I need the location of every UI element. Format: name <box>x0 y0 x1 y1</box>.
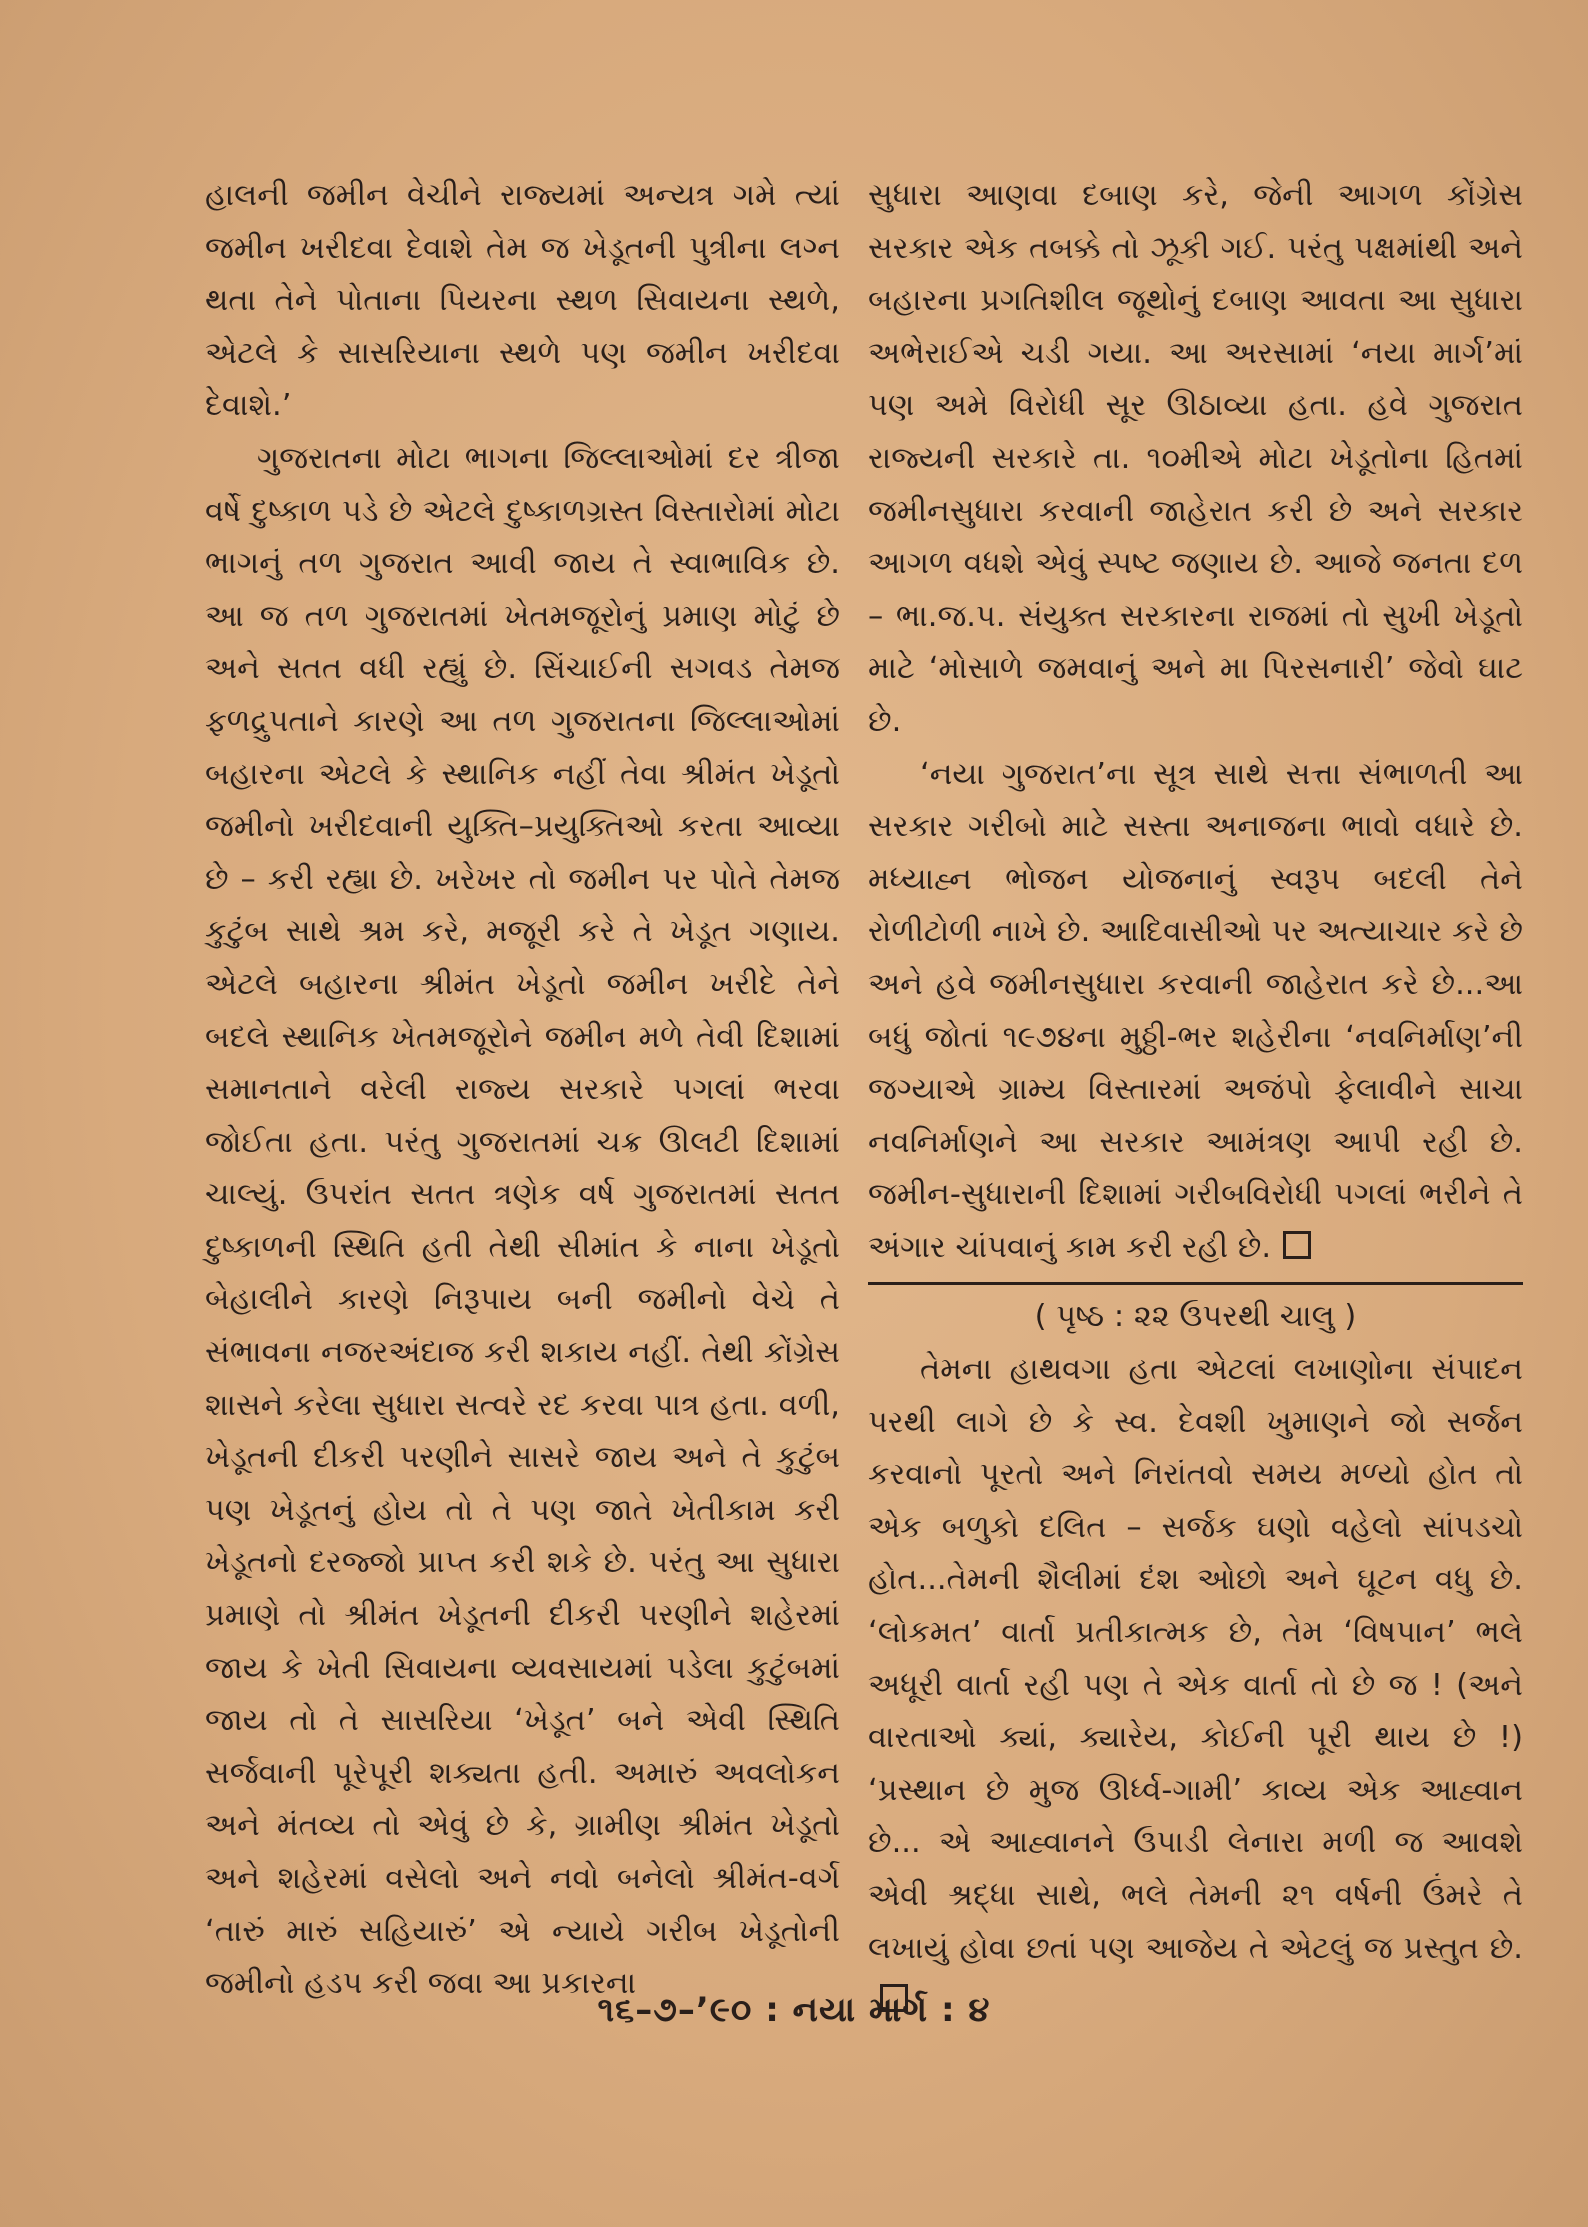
section-divider <box>868 1282 1523 1285</box>
left-column <box>205 170 840 2011</box>
right-paragraph-1: સુધારા આણવા દબાણ કરે, જેની આગળ કોંગ્રેસ સરકાર એક તબક્કે તો ઝૂકી ગઈ. પરંતુ પક્ષમાંથી અને બહારના પ્રગતિશીલ જૂથોનું દબાણ આવતા આ સુધારા અભેરાઈએ ચડી ગયા. આ અરસામાં ‘નયા માર્ગ’માં પણ અમે વિરોધી સૂર ઊઠાવ્યા હતા. હવે ગુજરાત રાજ્યની સરકારે તા. ૧૦મીએ મોટા ખેડૂતોના હિતમાં જમીનસુધારા કરવાની જાહેરાત કરી છે અને સરકાર આગળ વધશે એવું સ્પષ્ટ જણાય છે. આજે જનતા દળ – ભા.જ.પ. સંયુક્ત સરકારના રાજમાં તો સુખી ખેડૂતો માટે ‘મોસાળે જમવાનું અને મા પિરસનારી’ જેવો ઘાટ છે. <box>868 178 1523 739</box>
right-column <box>868 170 1523 2028</box>
left-paragraph-2: ગુજરાતના મોટા ભાગના જિલ્લાઓમાં દર ત્રીજા વર્ષે દુષ્કાળ પડે છે એટલે દુષ્કાળગ્રસ્ત વિસ્તારોમાં મોટા ભાગનું તળ ગુજરાત આવી જાય તે સ્વાભાવિક છે. આ જ તળ ગુજરાતમાં ખેતમજૂરોનું પ્રમાણ મોટું છે અને સતત વધી રહ્યું છે. સિંચાઈની સગવડ તેમજ ફળદ્રુપતાને કારણે આ તળ ગુજરાતના જિલ્લાઓમાં બહારના એટલે કે સ્થાનિક નહીં તેવા શ્રીમંત ખેડૂતો જમીનો ખરીદવાની યુક્તિ–પ્રયુક્તિઓ કરતા આવ્યા છે – કરી રહ્યા છે. ખરેખર તો જમીન પર પોતે તેમજ કુટુંબ સાથે શ્રમ કરે, મજૂરી કરે તે ખેડૂત ગણાય. એટલે બહારના શ્રીમંત ખેડૂતો જમીન ખરીદે તેને બદલે સ્થાનિક ખેતમજૂરોને જમીન મળે તેવી દિશામાં સમાનતાને વરેલી રાજ્ય સરકારે પગલાં ભરવા જોઈતા હતા. પરંતુ ગુજરાતમાં ચક્ર ઊલટી દિશામાં ચાલ્યું. ઉપરાંત સતત ત્રણેક વર્ષ ગુજરાતમાં સતત દુષ્કાળની સ્થિતિ હતી તેથી સીમાંત કે નાના ખેડૂતો બેહાલીને કારણે નિરૂપાય બની જમીનો વેચે તે સંભાવના નજરઅંદાજ કરી શકાય નહીં. તેથી કોંગ્રેસ શાસને કરેલા સુધારા સત્વરે રદ કરવા પાત્ર હતા. વળી, ખેડૂતની દીકરી પરણીને સાસરે જાય અને તે કુટુંબ પણ ખેડૂતનું હોય તો તે પણ જાતે ખેતીકામ કરી ખેડૂતનો દરજ્જો પ્રાપ્ત કરી શકે છે. પરંતુ આ સુધારા પ્રમાણે તો શ્રીમંત ખેડૂતની દીકરી પરણીને શહેરમાં જાય કે ખેતી સિવાયના વ્યવસાયમાં પડેલા કુટુંબમાં જાય તો તે સાસરિયા ‘ખેડૂત’ બને એવી સ્થિતિ સર્જવાની પૂરેપૂરી શક્યતા હતી. અમારું અવલોકન અને મંતવ્ય તો એવું છે કે, ગ્રામીણ શ્રીમંત ખેડૂતો અને શહેરમાં વસેલો અને નવો બનેલો શ્રીમંત-વર્ગ ‘તારું મારું સહિયારું’ એ ન્યાયે ગરીબ ખેડૂતોની જમીનો હડપ કરી જવા આ પ્રકારના <box>205 440 840 2002</box>
right-paragraph-2-text: ‘નયા ગુજરાત’ના સૂત્ર સાથે સત્તા સંભાળતી આ સરકાર ગરીબો માટે સસ્તા અનાજના ભાવો વધારે છે. મધ્યાહ્ન ભોજન યોજનાનું સ્વરૂપ બદલી તેને રોળીટોળી નાખે છે. આદિવાસીઓ પર અત્યાચાર કરે છે અને હવે જમીનસુધારા કરવાની જાહેરાત કરે છે...આ બધું જોતાં ૧૯૭૪ના મુઠ્ઠી-ભર શહેરીના ‘નવનિર્માણ’ની જગ્યાએ ગ્રામ્ય વિસ્તારમાં અજંપો ફેલાવીને સાચા નવનિર્માણને આ સરકાર આમંત્રણ આપી રહી છે. જમીન-સુધારાની દિશામાં ગરીબવિરોધી પગલાં ભરીને તે અંગાર ચાંપવાનું કામ કરી રહી છે. <box>868 756 1523 1265</box>
right-paragraph-2 <box>868 749 1523 1275</box>
left-paragraph-1: હાલની જમીન વેચીને રાજ્યમાં અન્યત્ર ગમે ત્યાં જમીન ખરીદવા દેવાશે તેમ જ ખેડૂતની પુત્રીના લગ્ન થતા તેને પોતાના પિયરના સ્થળ સિવાયના સ્થળે, એટલે કે સાસરિયાના સ્થળે પણ જમીન ખરીદવા દેવાશે.’ <box>205 178 840 424</box>
continued-paragraph-text: તેમના હાથવગા હતા એટલાં લખાણોના સંપાદન પરથી લાગે છે કે સ્વ. દેવશી ખુમાણને જો સર્જન કરવાનો પૂરતો અને નિરાંતવો સમય મળ્યો હોત તો એક બળુકો દલિત – સર્જક ઘણો વહેલો સાંપડચો હોત...તેમની શૈલીમાં દંશ ઓછો અને ઘૂટન વધુ છે. ‘લોકમત’ વાર્તા પ્રતીકાત્મક છે, તેમ ‘વિષપાન’ ભલે અધૂરી વાર્તા રહી પણ તે એક વાર્તા તો છે જ ! (અને વારતાઓ ક્યાં, ક્યારેય, કોઈની પૂરી થાય છે !) ‘પ્રસ્થાન છે મુજ ઊર્ધ્વ-ગામી’ કાવ્ય એક આહ્વાન છે... એ આહ્વાનને ઉપાડી લેનારા મળી જ આવશે એવી શ્રદ્ધા સાથે, ભલે તેમની ૨૧ વર્ષની ઉંમરે તે લખાયું હોવા છતાં પણ આજેય તે એટલું જ પ્રસ્તુત છે. <box>868 1352 1523 1966</box>
article-end-box-icon <box>1283 1231 1311 1259</box>
page-footer: ૧૬–૭–’૯૦ : નયા માર્ગ : ૪ <box>597 1990 991 2030</box>
continuation-label: ( પૃષ્ઠ : ૨૨ ઉપરથી ચાલુ ) <box>1034 1299 1357 1335</box>
continued-paragraph <box>868 1344 1523 2028</box>
